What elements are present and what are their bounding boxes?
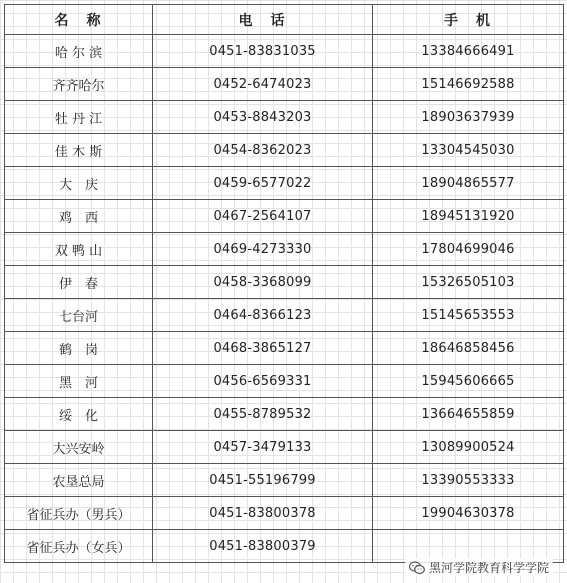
cell-mobile: 18945131920 [373,200,564,233]
contact-table [4,4,564,563]
cell-phone: 0467-2564107 [153,200,373,233]
header-row [5,5,564,35]
cell-name: 鹤 岗 [5,332,153,365]
cell-mobile: 15146692588 [373,68,564,101]
table-row [5,200,564,233]
cell-mobile: 15945606665 [373,365,564,398]
table-row [5,365,564,398]
header-mobile: 手 机 [373,5,564,35]
cell-phone: 0468-3865127 [153,332,373,365]
cell-phone: 0459-6577022 [153,167,373,200]
cell-phone: 0452-6474023 [153,68,373,101]
cell-mobile: 15326505103 [373,266,564,299]
cell-mobile: 13664655859 [373,398,564,431]
table-row [5,233,564,266]
cell-name: 大兴安岭 [5,431,153,464]
cell-name: 牡 丹 江 [5,101,153,134]
table-row [5,167,564,200]
header-name: 名 称 [5,5,153,35]
cell-mobile: 18903637939 [373,101,564,134]
table-row [5,68,564,101]
cell-name: 鸡 西 [5,200,153,233]
table-row [5,497,564,530]
cell-name: 省征兵办（女兵） [5,530,153,563]
cell-mobile: 13304545030 [373,134,564,167]
cell-name: 绥 化 [5,398,153,431]
table-row [5,35,564,68]
table-row [5,266,564,299]
cell-phone: 0464-8366123 [153,299,373,332]
table-header [5,5,564,35]
cell-mobile: 19904630378 [373,497,564,530]
cell-name: 黑 河 [5,365,153,398]
table-row [5,464,564,497]
cell-mobile: 18646858456 [373,332,564,365]
cell-mobile: 13390553333 [373,464,564,497]
cell-mobile: 13089900524 [373,431,564,464]
cell-mobile: 15145653553 [373,299,564,332]
table-row [5,332,564,365]
cell-name: 伊 春 [5,266,153,299]
table-row [5,299,564,332]
cell-name: 省征兵办（男兵） [5,497,153,530]
cell-mobile: 17804699046 [373,233,564,266]
table-row [5,431,564,464]
cell-phone: 0456-6569331 [153,365,373,398]
cell-phone: 0451-83800379 [153,530,373,563]
cell-phone: 0469-4273330 [153,233,373,266]
table-row [5,134,564,167]
table-row [5,101,564,134]
cell-phone: 0451-83831035 [153,35,373,68]
cell-name: 哈 尔 滨 [5,35,153,68]
watermark [405,558,553,577]
cell-mobile: 13384666491 [373,35,564,68]
wechat-icon [409,561,425,575]
cell-name: 农垦总局 [5,464,153,497]
watermark-text: 黑河学院教育科学学院 [428,561,549,575]
cell-mobile: 18904865577 [373,167,564,200]
cell-phone: 0457-3479133 [153,431,373,464]
cell-phone: 0453-8843203 [153,101,373,134]
header-phone: 电 话 [153,5,373,35]
table-body [5,35,564,563]
cell-phone: 0455-8789532 [153,398,373,431]
cell-phone: 0451-55196799 [153,464,373,497]
cell-name: 七台河 [5,299,153,332]
cell-name: 双 鸭 山 [5,233,153,266]
table-row [5,398,564,431]
cell-name: 佳 木 斯 [5,134,153,167]
cell-phone: 0458-3368099 [153,266,373,299]
cell-phone: 0451-83800378 [153,497,373,530]
cell-phone: 0454-8362023 [153,134,373,167]
cell-name: 大 庆 [5,167,153,200]
cell-name: 齐齐哈尔 [5,68,153,101]
